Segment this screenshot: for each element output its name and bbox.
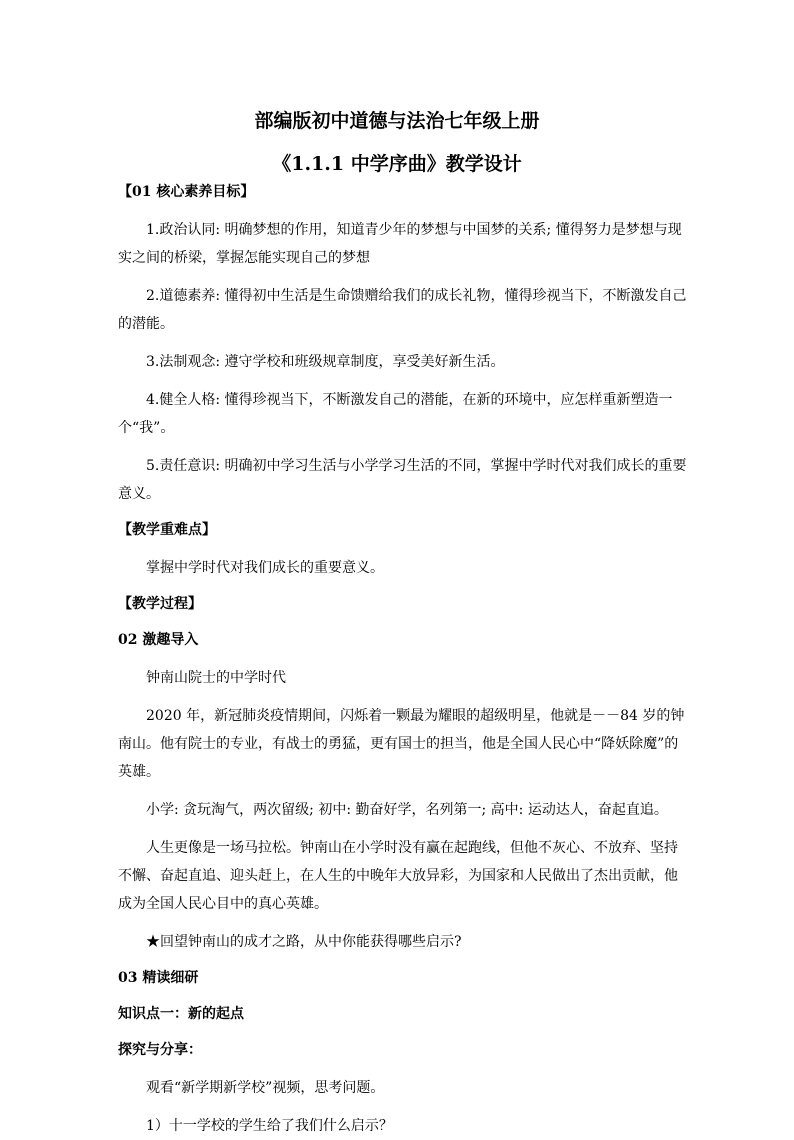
goal-item: 4.健全人格: 懂得珍视当下，不断激发自己的潜能，在新的环境中，应怎样重新塑造一个“我”。	[118, 392, 673, 436]
section-heading-key-points: 【教学重难点】	[118, 522, 216, 538]
section-heading-intro: 02 激趣导入	[118, 632, 199, 648]
story-question: ★回望钟南山的成才之路，从中你能获得哪些启示?	[146, 934, 462, 950]
story-title: 钟南山院士的中学时代	[146, 670, 286, 686]
story-paragraph: 2020 年，新冠肺炎疫情期间，闪烁着一颗最为耀眼的超级明星，他就是－－84 岁的钟南山。他有院士的专业，有战士的勇猛，更有国士的担当，他是全国人民心中“降妖除魔”的英雄。	[118, 708, 685, 780]
section-heading-process: 【教学过程】	[118, 596, 202, 612]
study-question: 1）十一学校的学生给了我们什么启示？	[146, 1118, 393, 1134]
document-subtitle: 《1.1.1 中学序曲》教学设计	[272, 153, 522, 175]
story-paragraph: 小学: 贪玩淘气，两次留级; 初中: 勤奋好学，名列第一; 高中: 运动达人，奋起直追。	[146, 802, 668, 818]
goal-item: 1.政治认同: 明确梦想的作用，知道青少年的梦想与中国梦的关系; 懂得努力是梦想与现实之间的桥梁，掌握怎能实现自己的梦想	[118, 222, 682, 266]
story-paragraph: 人生更像是一场马拉松。钟南山在小学时没有赢在起跑线，但他不灰心、不放弃、坚持不懈、奋起直追、迎头赶上，在人生的中晚年大放异彩，为国家和人民做出了杰出贡献，他成为全国人民心目中的真心英雄。	[118, 840, 678, 912]
key-points-text: 掌握中学时代对我们成长的重要意义。	[146, 560, 384, 576]
document-body	[118, 178, 688, 1140]
knowledge-point-heading: 知识点一：新的起点	[118, 1006, 244, 1022]
document-title: 部编版初中道德与法治七年级上册	[254, 110, 540, 132]
explore-share-heading: 探究与分享：	[118, 1042, 202, 1058]
goal-item: 3.法制观念: 遵守学校和班级规章制度，享受美好新生活。	[146, 354, 505, 370]
goal-item: 5.责任意识: 明确初中学习生活与小学学习生活的不同，掌握中学时代对我们成长的重要意义。	[118, 458, 687, 502]
goal-item: 2.道德素养: 懂得初中生活是生命馈赠给我们的成长礼物，懂得珍视当下，不断激发自己的潜能。	[118, 288, 687, 332]
section-heading-core-goals: 【01 核心素养目标】	[118, 184, 255, 200]
section-heading-study: 03 精读细研	[118, 970, 199, 986]
study-instruction: 观看“新学期新学校”视频，思考问题。	[146, 1080, 385, 1096]
